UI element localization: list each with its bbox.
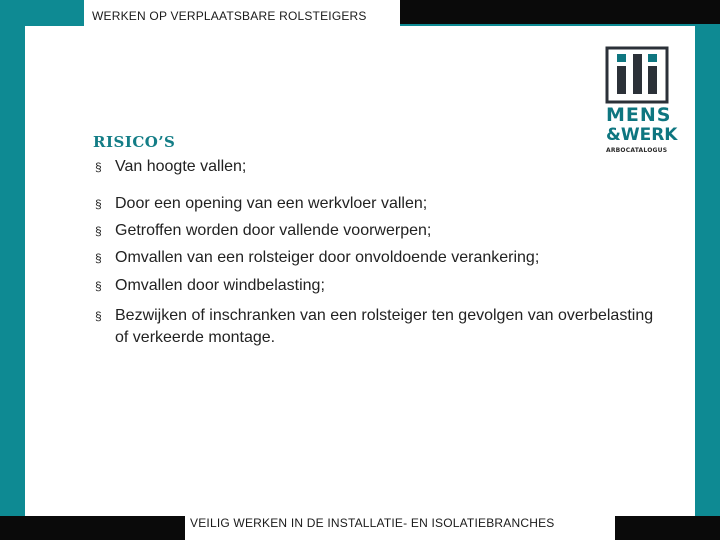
footer-label: VEILIG WERKEN IN DE INSTALLATIE- EN ISOLATIEBRANCHES xyxy=(190,516,555,530)
list-item xyxy=(95,275,655,297)
logo-text-werk: &WERK xyxy=(606,125,678,145)
top-black-bar xyxy=(400,0,720,24)
logo-text-arbocatalogus: ARBOCATALOGUS xyxy=(606,147,668,154)
list-item-text: Bezwijken of inschranken van een rolsteiger ten gevolgen van overbelasting of verkeerde montage. xyxy=(115,307,654,346)
header-label-box xyxy=(84,0,400,26)
bullet-icon: § xyxy=(95,309,102,323)
list-item xyxy=(95,156,655,178)
list-item xyxy=(95,193,655,215)
footer-label-box xyxy=(185,514,615,540)
bullet-icon: § xyxy=(95,160,102,174)
bullet-icon: § xyxy=(95,224,102,238)
bullet-icon: § xyxy=(95,197,102,211)
list-item xyxy=(95,305,655,349)
list-item-text: Van hoogte vallen; xyxy=(115,158,247,175)
bullet-icon: § xyxy=(95,251,102,265)
list-item-text: Omvallen door windbelasting; xyxy=(115,277,325,294)
list-item xyxy=(95,220,655,242)
list-item xyxy=(95,247,655,269)
risk-list xyxy=(95,156,655,349)
mens-en-werk-logo xyxy=(602,46,678,156)
header-label: WERKEN OP VERPLAATSBARE ROLSTEIGERS xyxy=(92,9,367,23)
logo-text-mens: MENS xyxy=(606,104,672,126)
list-item-text: Omvallen van een rolsteiger door onvoldoende verankering; xyxy=(115,249,540,266)
list-item-text: Getroffen worden door vallende voorwerpen; xyxy=(115,222,432,239)
bullet-icon: § xyxy=(95,279,102,293)
list-item-text: Door een opening van een werkvloer vallen; xyxy=(115,195,428,212)
section-title: RISICO’S xyxy=(93,133,176,151)
logo-mark-icon xyxy=(605,46,669,104)
